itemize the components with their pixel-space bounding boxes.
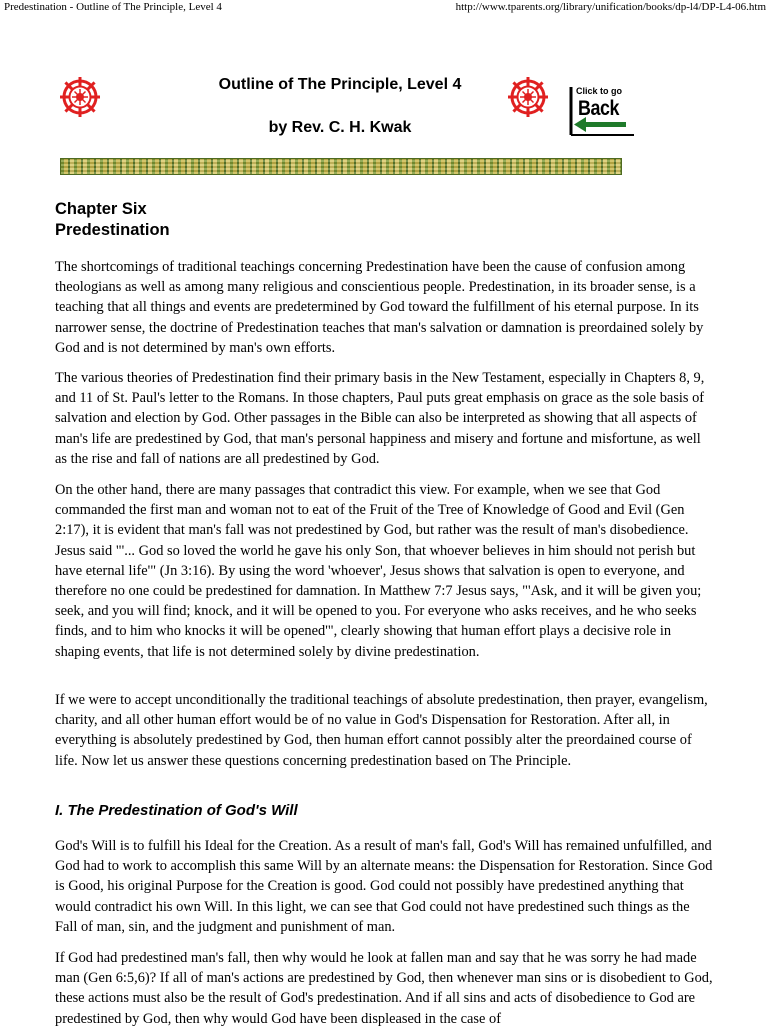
- print-header: [0, 0, 768, 14]
- chapter-number: Chapter Six: [55, 200, 147, 218]
- paragraph: If we were to accept unconditionally the traditional teachings of absolute predestination, then prayer, evangelism, charity, and all other human effort would be of no value in God's Dispensation for Restoration. After all, in everything is absolutely predestined by God, then human effort cannot possibly alter the preordained course of life. Now let us answer these questions concerning predestination based on The Principle.: [55, 692, 708, 769]
- paragraph: God's Will is to fulfill his Ideal for the Creation. As a result of man's fall, God's Will has remained unfulfilled, and God had to work to accomplish this same Will by an alternate means: the Dispensation for Restoration. Since God is Good, his original Purpose for the Creation is good. God could not possibly have predestined anything that would contradict his own Will. In this light, we can see that God could not have predestined such things as the Fall of man, sin, and the judgment and punishment of man.: [55, 838, 713, 935]
- author-line: by Rev. C. H. Kwak: [268, 119, 412, 136]
- section-heading: I. The Predestination of God's Will: [55, 802, 298, 819]
- print-header-url: http://www.tparents.org/library/unification/books/dp-l4/DP-L4-06.htm: [455, 1, 766, 13]
- paragraph: The shortcomings of traditional teachings concerning Predestination have been the cause of confusion among theologians as well as among many religious and conscientious people. Predestination, in its broader sense, is a teaching that all things and events are predetermined by God toward the fulfillment of his eternal purpose. In its narrower sense, the doctrine of Predestination teaches that man's salvation or damnation is preordained solely by God and is not determined by man's own efforts.: [55, 259, 704, 356]
- chapter-heading: [55, 199, 170, 241]
- unification-emblem-icon: [60, 77, 100, 117]
- chapter-title: Predestination: [55, 221, 170, 239]
- site-title: Outline of The Principle, Level 4: [218, 76, 462, 93]
- paragraph: On the other hand, there are many passages that contradict this view. For example, when we see that God commanded the first man and woman not to eat of the Fruit of the Tree of Knowledge of Good and Evil (Gen 2:17), it is evident that man's fall was not predestined by God, but rather was the result of man's disobedience. Jesus said "'... God so loved the world he gave his only Son, that whoever believes in him should not perish but have eternal life'" (Jn 3:16). By using the word 'whoever', Jesus shows that salvation is open to everyone, and therefore no one could be predestined for damnation. In Matthew 7:7 Jesus says, "'Ask, and it will be given you; seek, and you will find; knock, and it will be opened to you. For everyone who asks receives, and he who seeks finds, and to him who knocks it will be opened'", clearly showing that human effort plays a decisive role in shaping events, that life is not determined solely by divine predestination.: [55, 482, 702, 660]
- paragraph: The various theories of Predestination find their primary basis in the New Testament, especially in Chapters 8, 9, and 11 of St. Paul's letter to the Romans. In those chapters, Paul puts great emphasis on grace as the sole basis of salvation and election by God. Other passages in the Bible can also be interpreted as showing that all aspects of man's life are predestined by God, that man's personal happiness and misery and fortune and misfortune, as well as the rise and fall of nations are all predestined by God.: [55, 370, 705, 467]
- print-header-title: Predestination - Outline of The Principle, Level 4: [4, 1, 222, 13]
- back-button-caption: Click to go: [576, 86, 623, 96]
- paragraph: If God had predestined man's fall, then why would he look at fallen man and say that he was sorry he had made man (Gen 6:5,6)? If all of man's actions are predestined by God, then whenever man sins or is disobedient to God, these actions must also be the result of God's predestination. And if all sins and acts of disobedience to God are predestined by God, then why would God have been displeased in the case of: [55, 950, 713, 1027]
- decorative-divider: [60, 158, 622, 175]
- back-button-label: Back: [578, 97, 619, 120]
- back-button[interactable]: [568, 85, 636, 137]
